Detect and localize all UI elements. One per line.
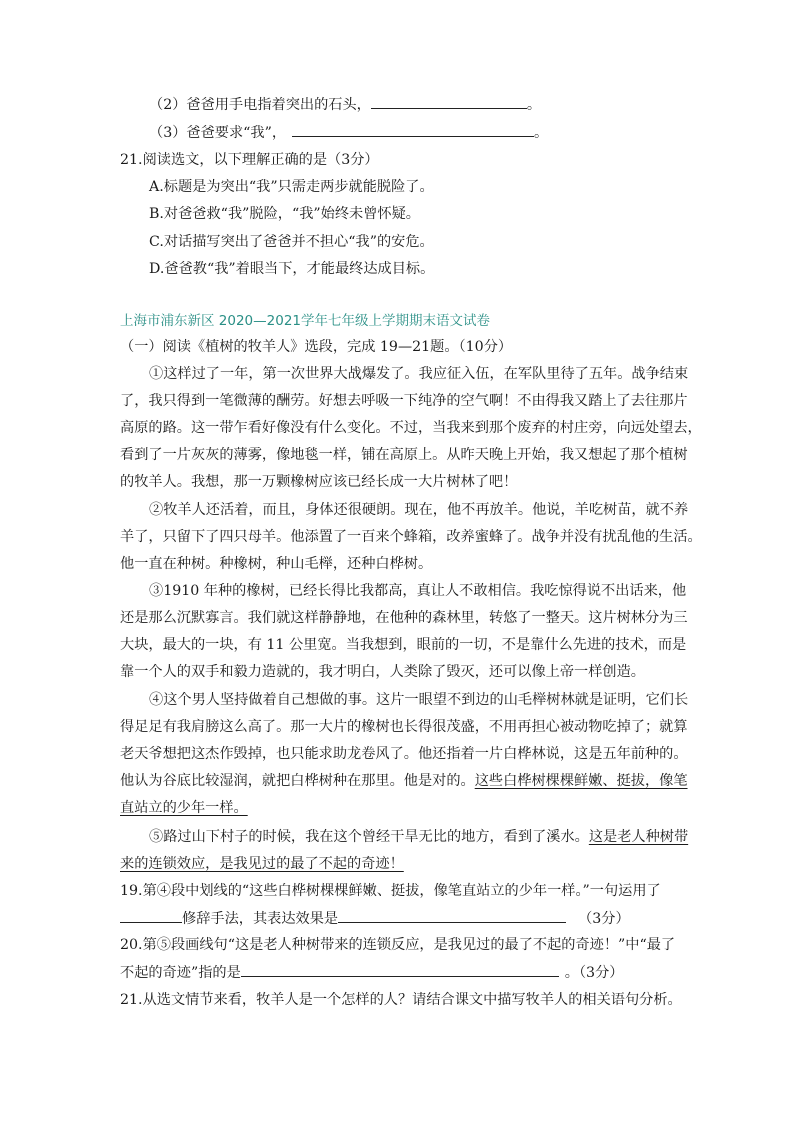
passage-line: 看到了一片灰灰的薄雾，像地毯一样，铺在高原上。从昨天晚上开始，我又想起了那个植树 bbox=[120, 447, 688, 463]
passage-line: 靠一个人的双手和毅力造就的，我才明白，人类除了毁灭，还可以像上帝一样创造。 bbox=[120, 664, 645, 680]
q20-item2-end: 。 bbox=[526, 97, 542, 113]
question-20-line2 bbox=[120, 962, 623, 983]
passage-line: 羊了，只留下了四只母羊。他添置了一百来个蜂箱，改养蜜蜂了。战争并没有扰乱他的生活。 bbox=[120, 529, 702, 545]
question-19-line2 bbox=[120, 908, 630, 929]
question-21: 21.从选文情节来看，牧羊人是一个怎样的人？请结合课文中描写牧羊人的相关语句分析。 bbox=[120, 992, 682, 1008]
q20-item3-text: （3）爸爸要求“我”， bbox=[149, 125, 287, 141]
underlined-sentence: 这些白桦树棵棵鲜嫩、挺拔，像笔 bbox=[474, 773, 688, 789]
passage-text: ⑤路过山下村子的时候，我在这个曾经干旱无比的地方，看到了溪水。 bbox=[149, 829, 589, 845]
passage-line bbox=[120, 771, 688, 791]
answer-blank[interactable] bbox=[292, 122, 534, 137]
q20-item2-text: （2）爸爸用手电指着突出的石头， bbox=[149, 97, 371, 113]
underlined-sentence: 这是老人种树带 bbox=[588, 829, 689, 845]
question-score: （3分） bbox=[578, 911, 630, 927]
q21-option-d[interactable]: D.爸爸教“我”着眼当下，才能最终达成目标。 bbox=[149, 261, 435, 277]
passage-line bbox=[120, 798, 248, 818]
passage-line: 老天爷想把这杰作毁掉，也只能求助龙卷风了。他还指着一片白桦林说，这是五年前种的。 bbox=[120, 746, 688, 762]
q20-item2 bbox=[149, 94, 541, 115]
passage-text: 他认为谷底比较湿润，就把白桦树种在那里。他是对的。 bbox=[120, 773, 475, 789]
passage-line bbox=[149, 827, 688, 847]
passage-line bbox=[120, 854, 404, 874]
passage-line: 了，我只得到一笔微薄的酬劳。好想去呼吸一下纯净的空气啊！不由得我又踏上了去往那片 bbox=[120, 393, 688, 409]
q20-item3-end: 。 bbox=[534, 125, 549, 141]
answer-blank[interactable] bbox=[241, 962, 559, 977]
passage-line: ①这样过了一年，第一次世界大战爆发了。我应征入伍，在军队里待了五年。战争结束 bbox=[149, 366, 689, 382]
passage-line: ③1910 年种的橡树，已经长得比我都高，真让人不敢相信。我吃惊得说不出话来，他 bbox=[149, 583, 687, 599]
passage-line: 得足足有我肩膀这么高了。那一大片的橡树也长得很茂盛，不用再担心被动物吃掉了；就算 bbox=[120, 719, 688, 735]
underlined-sentence: 直站立的少年一样。 bbox=[120, 800, 248, 816]
answer-blank[interactable] bbox=[120, 908, 182, 923]
passage-line: 的牧羊人。我想，那一万颗橡树应该已经长成一大片树林了吧！ bbox=[120, 474, 518, 490]
q21-option-c[interactable]: C.对话描写突出了爸爸并不担心“我”的安危。 bbox=[149, 234, 434, 250]
passage-line: ④这个男人坚持做着自己想做的事。这片一眼望不到边的山毛榉树林就是证明，它们长 bbox=[149, 692, 689, 708]
question-19: 19.第④段中划线的“这些白桦树棵棵鲜嫩、挺拔，像笔直站立的少年一样。”一句运用了 bbox=[120, 883, 661, 899]
section-intro: （一）阅读《植树的牧羊人》选段，完成 19—21题。（10分） bbox=[120, 339, 513, 355]
underlined-sentence: 来的连锁效应，是我见过的最了不起的奇迹！ bbox=[120, 856, 404, 872]
passage-line: 还是那么沉默寡言。我们就这样静静地，在他种的森林里，转悠了一整天。这片树林分为三 bbox=[120, 610, 688, 626]
question-score: 。（3分） bbox=[564, 965, 624, 981]
q20-item3 bbox=[149, 122, 548, 143]
question-20: 20.第⑤段画线句“这是老人种树带来的连锁反应，是我见过的最了不起的奇迹！”中“最了 bbox=[120, 937, 676, 953]
answer-blank[interactable] bbox=[371, 94, 527, 109]
q21-prev-stem: 21.阅读选文，以下理解正确的是（3分） bbox=[120, 152, 379, 168]
q21-option-a[interactable]: A.标题是为突出“我”只需走两步就能脱险了。 bbox=[149, 179, 434, 195]
passage-line: ②牧羊人还活着，而且，身体还很硬朗。现在，他不再放羊。他说，羊吃树苗，就不养 bbox=[149, 502, 689, 518]
passage-line: 大块，最大的一块，有 11 公里宽。当我想到，眼前的一切，不是靠什么先进的技术，而是 bbox=[120, 637, 687, 653]
question-text: 修辞手法，其表达效果是 bbox=[182, 911, 339, 927]
question-text: 不起的奇迹”指的是 bbox=[120, 965, 241, 981]
answer-blank[interactable] bbox=[338, 908, 566, 923]
q21-option-b[interactable]: B.对爸爸救“我”脱险，“我”始终未曾怀疑。 bbox=[149, 206, 420, 222]
passage-line: 高原的路。这一带乍看好像没有什么变化。不过，当我来到那个废弃的村庄旁，向远处望去， bbox=[120, 420, 702, 436]
section-title: 上海市浦东新区 2020—2021学年七年级上学期期末语文试卷 bbox=[120, 313, 491, 329]
passage-line: 他一直在种树。种橡树，种山毛榉，还种白桦树。 bbox=[120, 556, 433, 572]
